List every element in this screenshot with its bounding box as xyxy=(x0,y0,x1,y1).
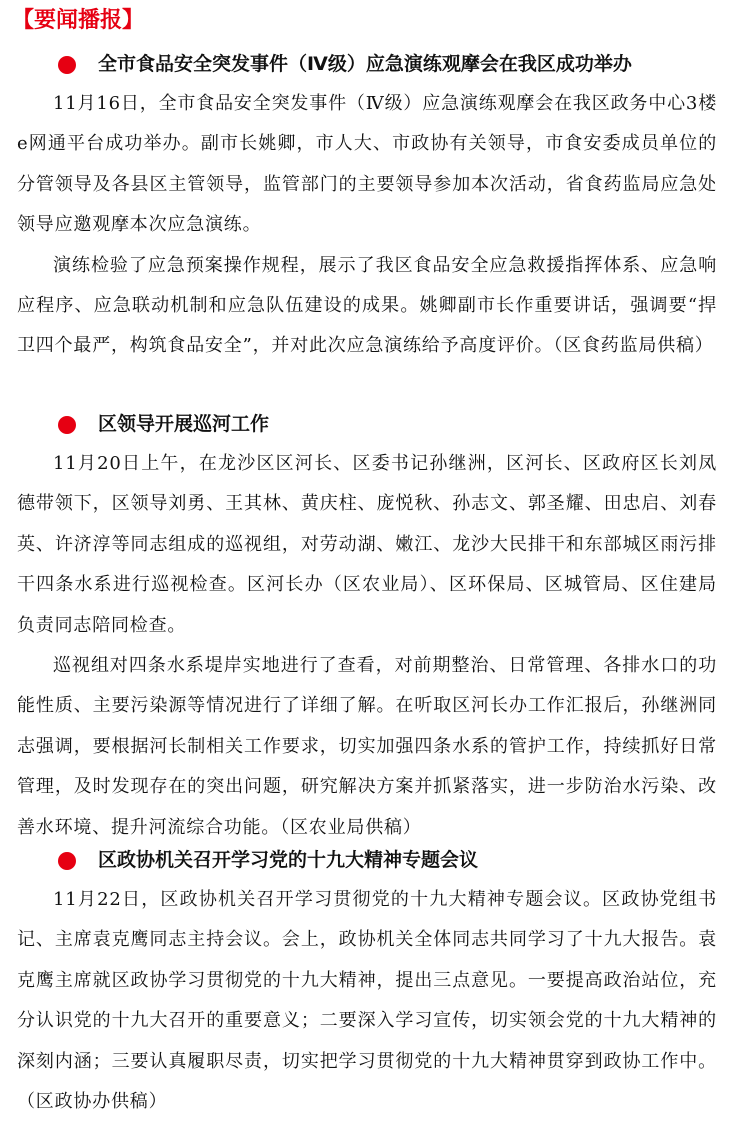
news-paragraph: 11月20日上午，在龙沙区区河长、区委书记孙继洲，区河长、区政府区长刘凤德带领下，区领导刘勇、王其林、黄庆柱、庞悦秋、孙志文、郭圣耀、田忠启、刘春英、许济淳等同志组成的巡视组，对劳动湖、嫩江、龙沙大民排干和东部城区雨污排干四条水系进行巡视检查。区河长办（区农业局）、区环保局、区城管局、区住建局负责同志陪同检查。 xyxy=(17,453,717,636)
news-headline xyxy=(0,404,734,444)
news-item xyxy=(0,404,734,848)
news-item xyxy=(0,840,734,1122)
headline-text: 区政协机关召开学习党的十九大精神专题会议 xyxy=(98,849,479,871)
news-paragraph: 巡视组对四条水系堤岸实地进行了查看，对前期整治、日常管理、各排水口的功能性质、主要污染源等情况进行了详细了解。在听取区河长办工作汇报后，孙继洲同志强调，要根据河长制相关工作要求，切实加强四条水系的管护工作，持续抓好日常管理，及时发现存在的突出问题，研究解决方案并抓紧落实，进一步防治水污染、改善水环境、提升河流综合功能。（区农业局供稿） xyxy=(17,655,717,838)
section-title: 【要闻播报】 xyxy=(12,8,145,33)
bullet-icon xyxy=(58,416,76,434)
news-paragraph: 11月16日，全市食品安全突发事件（Ⅳ级）应急演练观摩会在我区政务中心3楼e网通平台成功举办。副市长姚卿，市人大、市政协有关领导，市食安委成员单位的分管领导及各县区主管领导，监管部门的主要领导参加本次活动，省食药监局应急处领导应邀观摩本次应急演练。 xyxy=(17,93,717,236)
news-headline xyxy=(0,44,734,84)
news-headline xyxy=(0,840,734,880)
headline-text: 区领导开展巡河工作 xyxy=(98,413,270,435)
bullet-icon xyxy=(58,56,76,74)
news-paragraph: 11月22日，区政协机关召开学习贯彻党的十九大精神专题会议。区政协党组书记、主席袁克鹰同志主持会议。会上，政协机关全体同志共同学习了十九大报告。袁克鹰主席就区政协学习贯彻党的十九大精神，提出三点意见。一要提高政治站位，充分认识党的十九大召开的重要意义；二要深入学习宣传，切实领会党的十九大精神的深刻内涵；三要认真履职尽责，切实把学习贯彻党的十九大精神贯穿到政协工作中。（区政协办供稿） xyxy=(17,889,717,1113)
bullet-icon xyxy=(58,852,76,870)
headline-text: 全市食品安全突发事件（Ⅳ级）应急演练观摩会在我区成功举办 xyxy=(98,53,632,75)
news-item xyxy=(0,44,734,367)
news-paragraph: 演练检验了应急预案操作规程，展示了我区食品安全应急救援指挥体系、应急响应程序、应急联动机制和应急队伍建设的成果。姚卿副市长作重要讲话，强调要“捍卫四个最严，构筑食品安全”，并对此次应急演练给予高度评价。（区食药监局供稿） xyxy=(17,254,717,357)
